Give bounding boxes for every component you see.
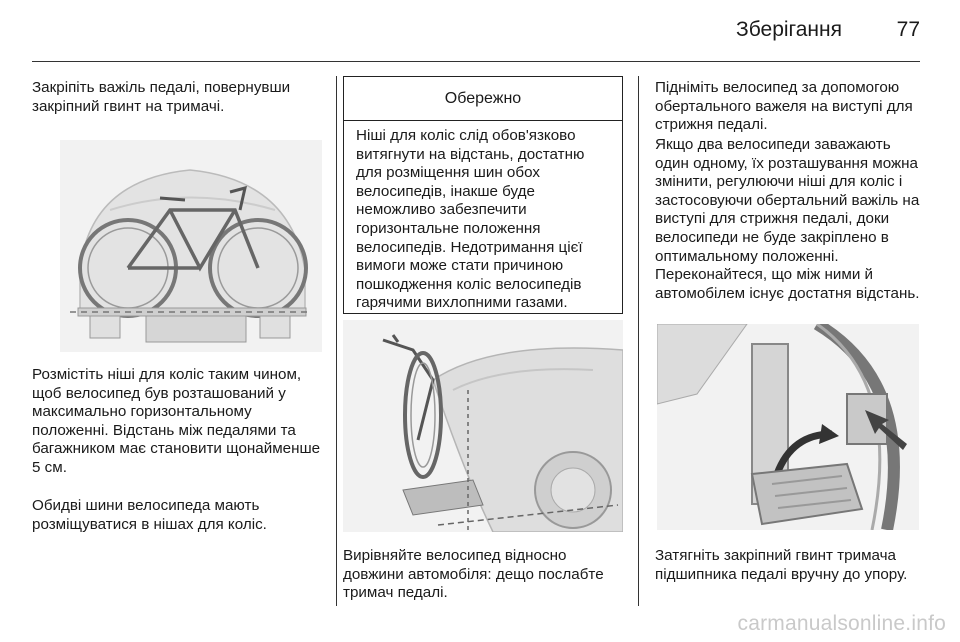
instruction-paragraph: Якщо два велосипеди заважають один одному, їх розташування можна змінити, регулюючи ніші для коліс і застосовуючи обертальний важіль на виступі для стрижня педалі, доки велосипеди не буде закріплено в оптимальному положенні. Переконайтеся, що між ними й автомобілем існує достатня відстань. [655, 136, 920, 302]
bike-on-carrier-side-illustration [343, 320, 623, 532]
column-divider-2 [638, 76, 639, 606]
pedal-holder-illustration [657, 324, 919, 530]
bike-side-view-figure [343, 320, 623, 532]
instruction-paragraph: Розмістіть ніші для коліс таким чином, щоб велосипед був розташований у максимально горизонтальному положенні. Відстань між педалями та багажником має становити щонайменше 5 см. [32, 366, 321, 476]
column-divider-1 [336, 76, 337, 606]
caution-box [343, 76, 623, 314]
bike-rear-view-figure [60, 140, 322, 352]
caution-text: Ніші для коліс слід обов'язково витягнути на відстань, достатню для розміщення шин обох велосипедів, інакше буде неможливо забезпечити горизонтальне положення велосипедів. Недотримання цієї вимоги може стати причиною пошкодження коліс велосипедів гарячими вихлопними газами. [356, 127, 585, 312]
instruction-paragraph: Підніміть велосипед за допомогою обертального важеля на виступі для стрижня педалі. [655, 79, 913, 134]
page-number: 77 [896, 18, 920, 41]
instruction-paragraph: Обидві шини велосипеда мають розміщуватися в нішах для коліс. [32, 497, 267, 533]
figure-caption: Вирівняйте велосипед відносно довжини автомобіля: дещо послабте тримач педалі. [343, 547, 604, 602]
bike-on-carrier-rear-illustration [60, 140, 322, 352]
instruction-paragraph: Закріпіть важіль педалі, повернувши закріпний гвинт на тримачі. [32, 79, 291, 115]
pedal-holder-figure [657, 324, 919, 530]
watermark: carmanualsonline.info [737, 612, 946, 635]
figure-caption: Затягніть закріпний гвинт тримача підшипника педалі вручну до упору. [655, 547, 908, 583]
section-title: Зберігання [736, 18, 842, 41]
caution-title: Обережно [344, 77, 622, 121]
header-divider [32, 61, 920, 62]
